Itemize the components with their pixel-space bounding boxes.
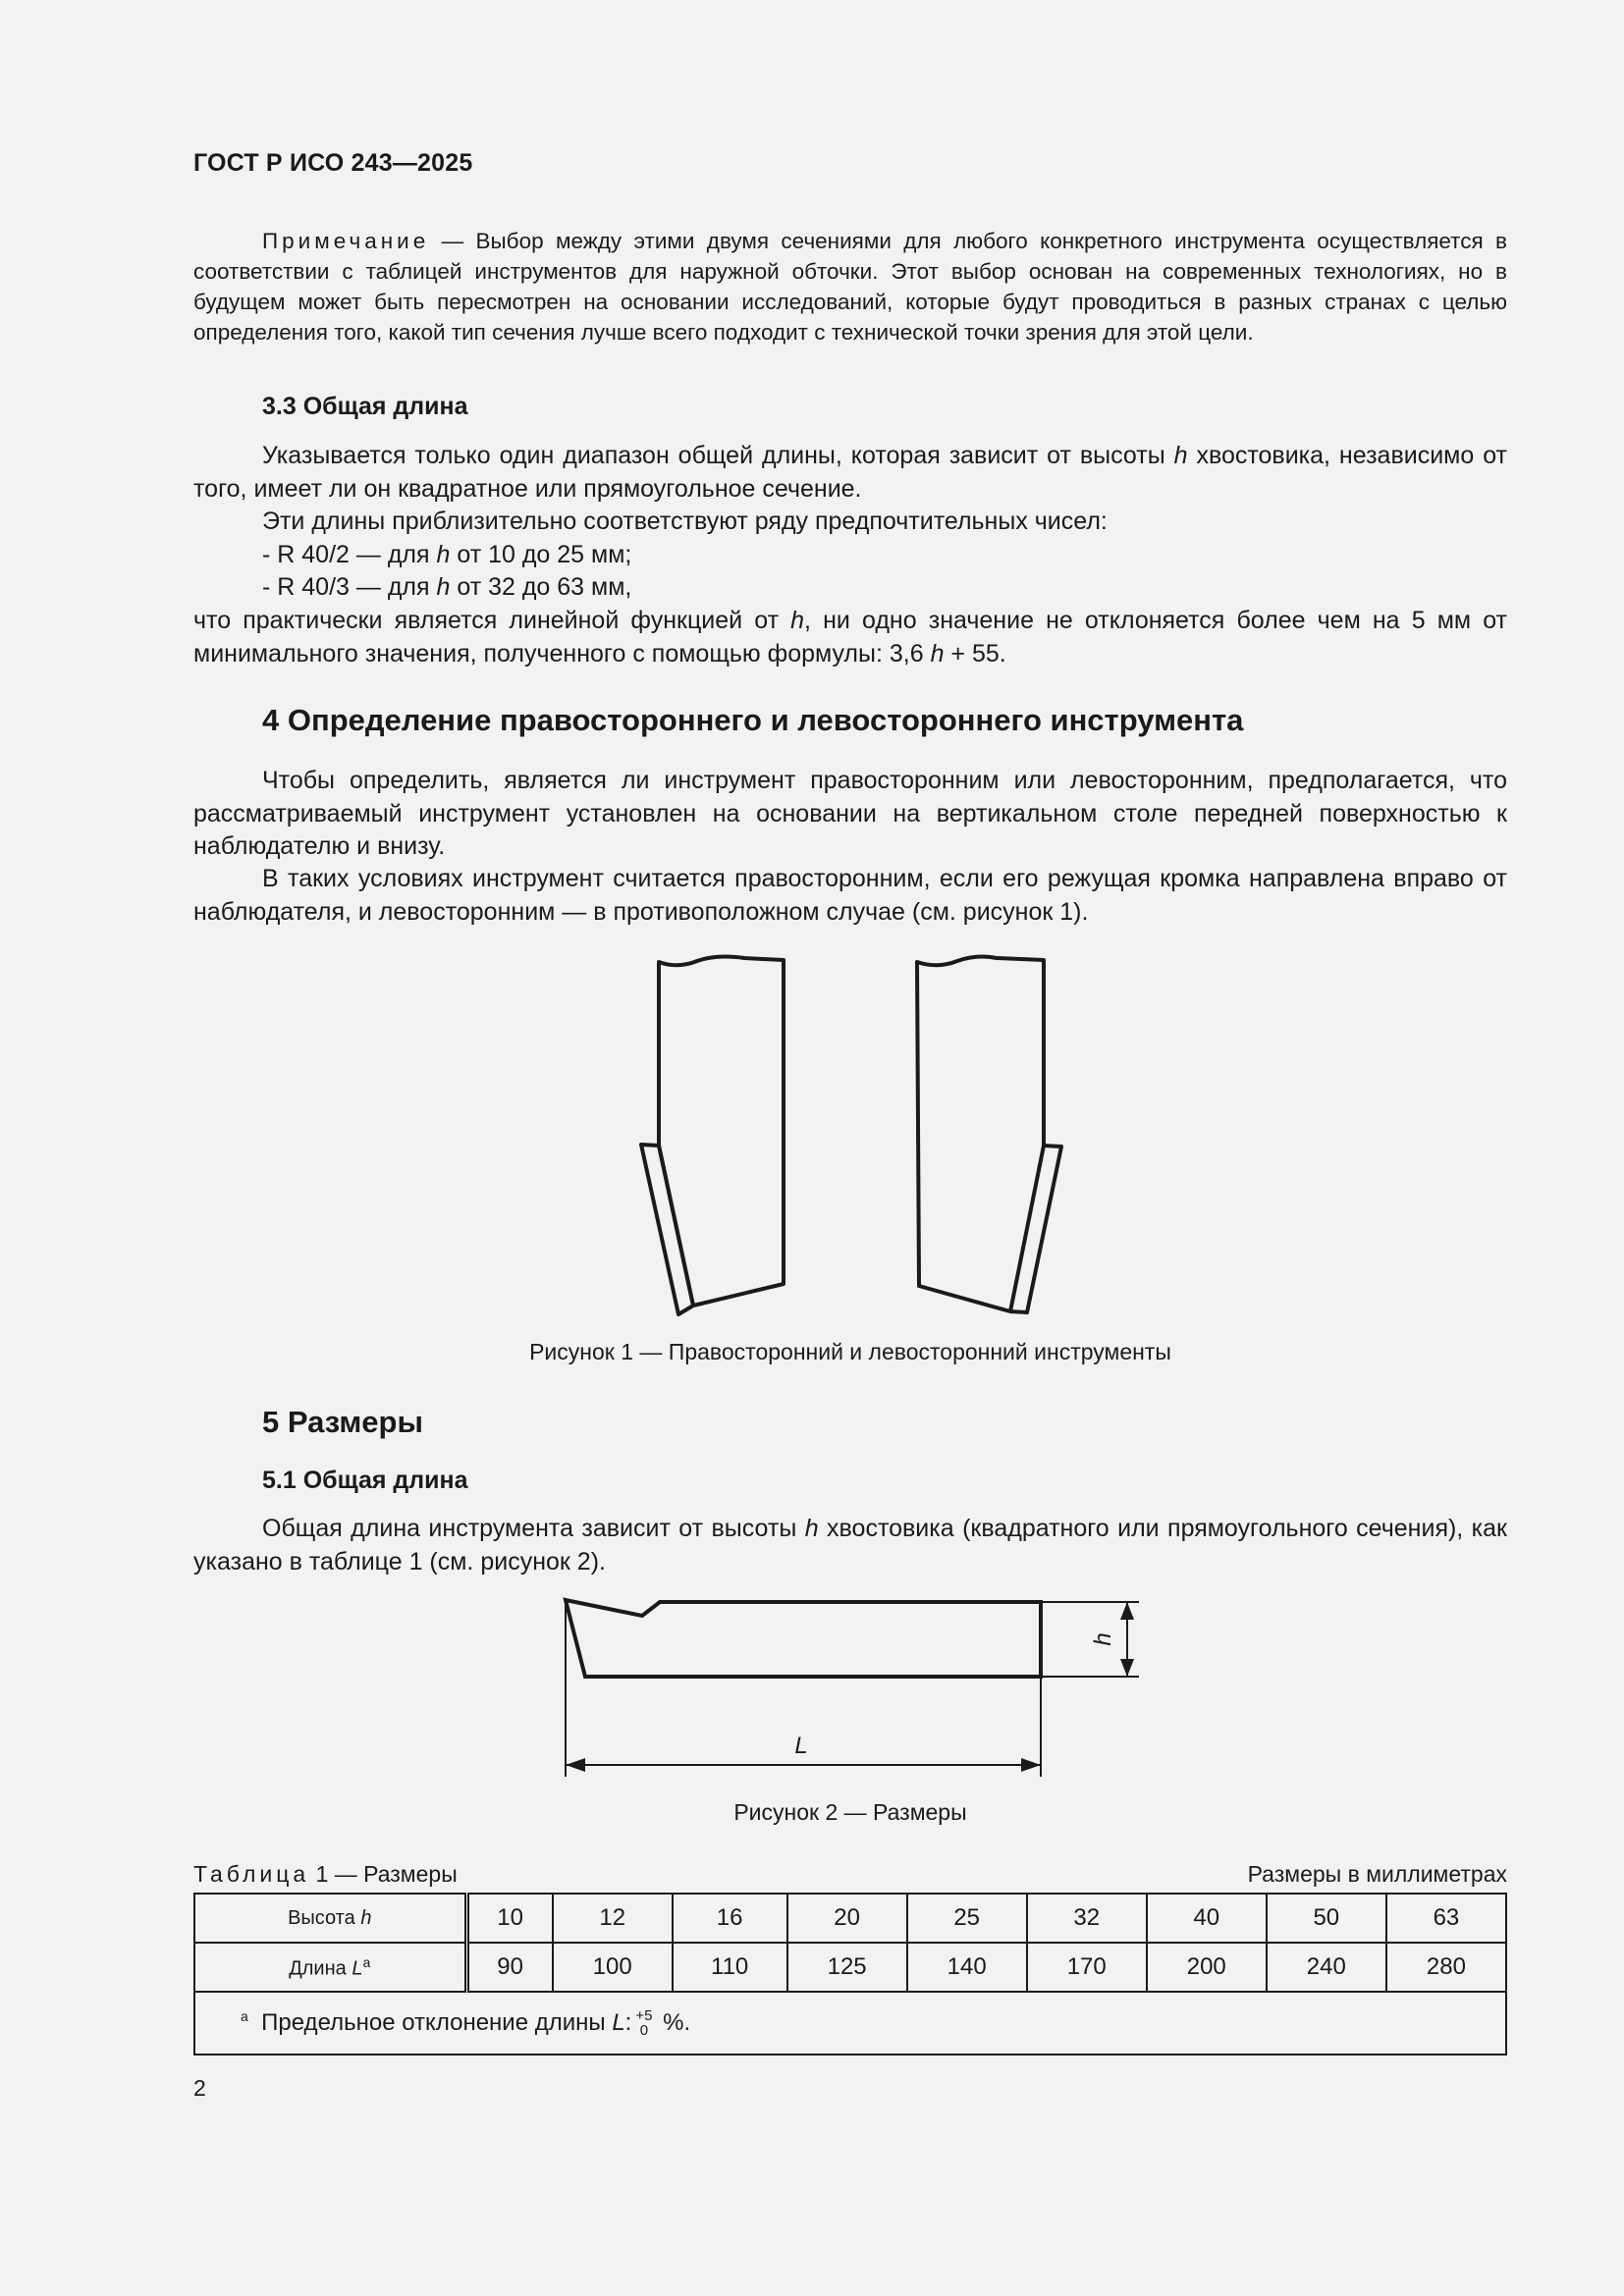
- dimension-h-label: h: [1090, 1632, 1116, 1646]
- note-text: — Выбор между этими двумя сечениями для любого конкретного инструмента осуществляется в соответствии с таблицей инструментов для наружной обточки. Этот выбор основан на современных технологиях, но в будущем может быть пересмотрен на основании исследований, которые будут проводиться в разных странах с целью определения того, какой тип сечения лучше всего подходит с технической точки зрения для этой цели.: [193, 229, 1507, 345]
- s33-list-item-2: - R 40/3 — для h от 32 до 63 мм,: [262, 573, 632, 601]
- section-3-3-heading: 3.3 Общая длина: [262, 393, 468, 420]
- page-number: 2: [193, 2075, 206, 2101]
- height-cell: 16: [673, 1894, 787, 1943]
- row-label-length: Длина $L^a$: [194, 1943, 466, 1992]
- length-cell: 90: [466, 1943, 553, 1992]
- table-row-heights: [194, 1894, 1506, 1943]
- row-label-height: Высота h: [194, 1894, 466, 1943]
- height-cell: 20: [787, 1894, 907, 1943]
- height-cell: 63: [1386, 1894, 1506, 1943]
- height-cell: 32: [1027, 1894, 1147, 1943]
- s33-paragraph-3: что практически является линейной функцией от h, ни одно значение не отклоняется более чем на 5 мм от минимального значения, полученного с помощью формулы: 3,6 h + 55.: [193, 607, 1508, 667]
- table-footnote-row: [194, 1992, 1506, 2055]
- tool-body-icon: [566, 1600, 1041, 1677]
- figure-2-caption: Рисунок 2 — Размеры: [733, 1799, 967, 1825]
- figure-1-drawing: [628, 947, 1080, 1320]
- length-cell: 110: [673, 1943, 787, 1992]
- figure-1-caption: Рисунок 1 — Правосторонний и левосторонний инструменты: [529, 1339, 1171, 1364]
- figure-2-drawing: [550, 1590, 1159, 1787]
- table-row-lengths: [194, 1943, 1506, 1992]
- s33-list-item-1: - R 40/2 — для h от 10 до 25 мм;: [262, 541, 632, 568]
- note-label: Примечание: [262, 229, 430, 253]
- height-cell: 50: [1267, 1894, 1386, 1943]
- s33-paragraph-1: Указывается только один диапазон общей длины, которая зависит от высоты h хвостовика, независимо от того, имеет ли он квадратное или прямоугольное сечение.: [193, 442, 1507, 503]
- s33-paragraph-2: Эти длины приблизительно соответствуют ряду предпочтительных чисел:: [262, 507, 1108, 535]
- length-cell: 240: [1267, 1943, 1386, 1992]
- length-cell: 100: [553, 1943, 673, 1992]
- section-5-1-heading: 5.1 Общая длина: [262, 1467, 468, 1494]
- s5-paragraph-1: Общая длина инструмента зависит от высоты h хвостовика (квадратного или прямоугольного сечения), как указано в таблице 1 (см. рисунок 2).: [193, 1515, 1507, 1575]
- dimension-L-label: L: [794, 1733, 808, 1759]
- length-cell: 280: [1386, 1943, 1506, 1992]
- length-cell: 200: [1147, 1943, 1267, 1992]
- table-1-title: Таблица 1 — Размеры: [193, 1861, 458, 1887]
- length-cell: 140: [907, 1943, 1027, 1992]
- section-5-heading: 5 Размеры: [262, 1405, 423, 1439]
- length-cell: 170: [1027, 1943, 1147, 1992]
- length-cell: 125: [787, 1943, 907, 1992]
- document-header: ГОСТ Р ИСО 243—2025: [193, 149, 473, 177]
- section-4-heading: 4 Определение правостороннего и левостороннего инструмента: [262, 703, 1244, 737]
- table-1-units: Размеры в миллиметрах: [1247, 1861, 1507, 1887]
- height-cell: 25: [907, 1894, 1027, 1943]
- s4-paragraph-2: В таких условиях инструмент считается правосторонним, если его режущая кромка направлена вправо от наблюдателя, и левосторонним — в противоположном случае (см. рисунок 1).: [193, 865, 1507, 926]
- s4-paragraph-1: Чтобы определить, является ли инструмент правосторонним или левосторонним, предполагается, что рассматриваемый инструмент установлен на основании на вертикальном столе передней поверхностью к наблюдателю и внизу.: [193, 767, 1507, 860]
- left-hand-tool-icon: [917, 957, 1061, 1312]
- height-cell: 40: [1147, 1894, 1267, 1943]
- note-paragraph: [193, 226, 1507, 347]
- height-cell: 10: [466, 1894, 553, 1943]
- table-footnote: $^a$ Предельное отклонение длины L: +5 0 %.: [194, 1992, 1506, 2055]
- tolerance-value: +5 0: [635, 2007, 653, 2040]
- right-hand-tool-icon: [641, 957, 784, 1314]
- table-1: [193, 1893, 1507, 2056]
- height-cell: 12: [553, 1894, 673, 1943]
